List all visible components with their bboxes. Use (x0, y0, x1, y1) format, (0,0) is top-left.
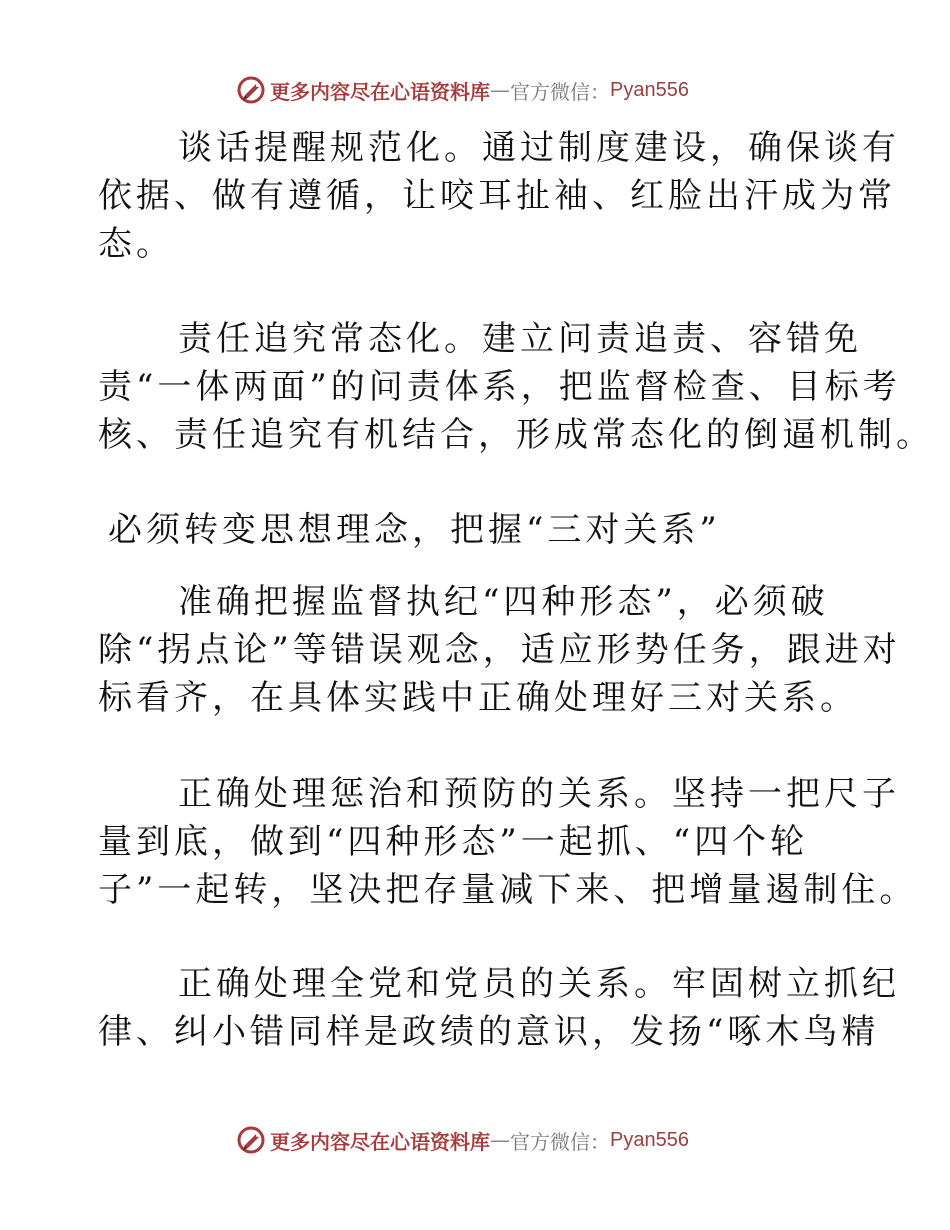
paragraph-line: 除“拐点论”等错误观念，适应形势任务，跟进对 (98, 630, 901, 670)
banner-wechat-id: Pyan556 (610, 78, 689, 101)
paragraph-4 (98, 770, 918, 914)
paragraph-line: 态。 (98, 224, 174, 264)
paragraph-line: 依据、做有遵循，让咬耳扯袖、红脸出汗成为常 (98, 176, 896, 216)
paragraph-line: 子”一起转，坚决把存量减下来、把增量遏制住。 (98, 870, 918, 910)
banner-wechat-label: 官方微信： (510, 79, 610, 104)
banner-main-text: 更多内容尽在心语资料库 (270, 79, 490, 104)
banner-separator: — (490, 1128, 510, 1152)
paragraph-line: 责任追究常态化。建立问责追责、容错免 (178, 319, 862, 359)
banner-wechat-id: Pyan556 (610, 1128, 689, 1151)
header-banner (236, 74, 689, 106)
paragraph-line: 正确处理全党和党员的关系。牢固树立抓纪 (178, 964, 900, 1004)
paragraph-line: 标看齐，在具体实践中正确处理好三对关系。 (98, 678, 858, 718)
paragraph-5 (98, 960, 900, 1056)
paragraph-line: 责“一体两面”的问责体系，把监督检查、目标考 (98, 367, 901, 407)
paragraph-line: 谈话提醒规范化。通过制度建设，确保谈有 (178, 128, 900, 168)
pen-circle-logo-icon (236, 1125, 266, 1155)
paragraph-1 (98, 124, 900, 268)
section-heading: 必须转变思想理念，把握“三对关系” (108, 510, 721, 550)
paragraph-line: 核、责任追究有机结合，形成常态化的倒逼机制。 (98, 415, 934, 455)
paragraph-line: 正确处理惩治和预防的关系。坚持一把尺子 (178, 774, 900, 814)
paragraph-line: 律、纠小错同样是政绩的意识，发扬“啄木鸟精 (98, 1012, 880, 1052)
paragraph-line: 量到底，做到“四种形态”一起抓、“四个轮 (98, 822, 809, 862)
banner-separator: — (490, 78, 510, 102)
paragraph-line: 准确把握监督执纪“四种形态”，必须破 (178, 582, 829, 622)
banner-wechat-label: 官方微信： (510, 1129, 610, 1154)
pen-circle-logo-icon (236, 75, 266, 105)
paragraph-3 (98, 578, 901, 722)
paragraph-2 (98, 315, 934, 459)
footer-banner (236, 1124, 689, 1156)
banner-main-text: 更多内容尽在心语资料库 (270, 1129, 490, 1154)
